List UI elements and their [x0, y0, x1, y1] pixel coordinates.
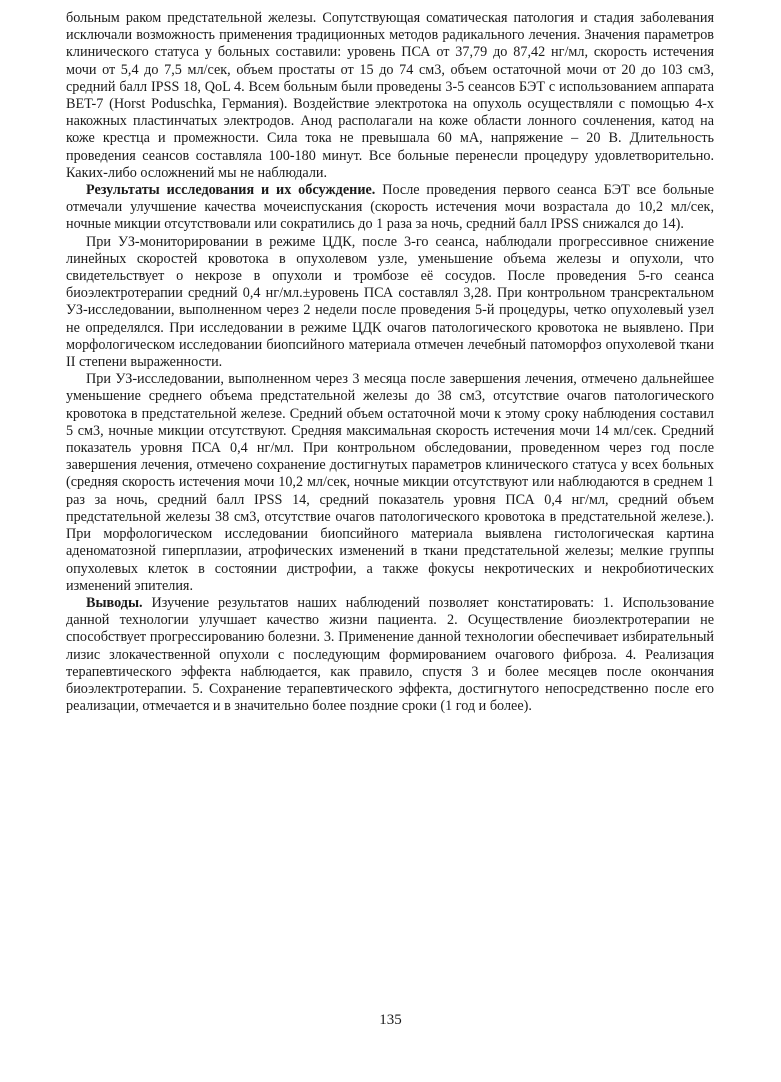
paragraph-conclusions — [66, 595, 714, 715]
paragraph-uz-3-months-text: При УЗ-исследовании, выполненном через 3 месяца после завершения лечения, отмечено дальнейшее уменьшение среднего объема предстательной железы до 38 см3, отсутствие очагов патологического кровотока в предстательной железе. Средний объем остаточной мочи к этому сроку наблюдения составил 5 см3, ночные микции отсутствуют. Средняя максимальная скорость истечения мочи 14 мл/сек. Средний показатель уровня ПСА 0,4 нг/мл. При контрольном обследовании, проведенном через год после завершения лечения, отмечено сохранение достигнутых параметров клинического статуса у всех больных (средняя скорость истечения мочи 10,2 мл/сек, ночные микции отсутствуют или наблюдаются в среднем 1 раз за ночь, средний балл IPSS 14, средний показатель уровня ПСА 0,4 нг/мл, средний объем предстательной железы 38 см3, отсутствие очагов патологического кровотока в предстательной железе.). При морфологическом исследовании биопсийного материала выявлена гистологическая картина аденоматозной гиперплазии, атрофических изменений в ткани предстательной железы; мелкие группы опухолевых клеток в состоянии дистрофии, а также фокусы некротических и некробиотических изменений эпителия. — [66, 371, 714, 594]
paragraph-intro — [66, 10, 714, 182]
results-heading: Результаты исследования и их обсуждение. — [86, 182, 376, 199]
paragraph-conclusions-text: Изучение результатов наших наблюдений позволяет констатировать: 1. Использование данной технологии улучшает качество жизни пациента. 2. Осуществление биоэлектротерапии не способствует прогрессированию болезни. 3. Применение данной технологии обеспечивает избирательный лизис злокачественной опухоли с последующим формированием очагового фиброза. 4. Реализация терапевтического эффекта наблюдается, как правило, спустя 3 и более месяцев после окончания биоэлектротерапии. 5. Сохранение терапевтического эффекта, достигнутого непосредственно после его реализации, отмечается и в значительно более поздние сроки (1 год и более). — [66, 594, 714, 715]
page-number: 135 — [379, 1012, 402, 1028]
paragraph-uz-3-months — [66, 371, 714, 595]
document-page — [66, 10, 714, 715]
conclusions-heading: Выводы. — [86, 594, 143, 611]
paragraph-results — [66, 182, 714, 234]
paragraph-intro-text: больным раком предстательной железы. Сопутствующая соматическая патология и стадия заболевания исключали возможность применения традиционных методов радикального лечения. Значения параметров клинического статуса у больных составили: уровень ПСА от 37,79 до 87,42 нг/мл, скорость истечения мочи от 5,4 до 7,5 мл/сек, объем простаты от 15 до 74 см3, объем остаточной мочи от 20 до 103 см3, средний балл IPSS 18, QoL 4. Всем больным были проведены 3-5 сеансов БЭТ с использованием аппарата BET-7 (Horst Poduschka, Германия). Воздействие электротока на опухоль осуществляли с помощью 4-х накожных пластинчатых электродов. Анод располагали на коже области лонного сочленения, катод на коже крестца и промежности. Сила тока не превышала 60 мА, напряжение – 20 В. Длительность проведения сеансов составляла 100-180 минут. Все больные перенесли процедуру удовлетворительно. Каких-либо осложнений мы не наблюдали. — [66, 10, 714, 181]
paragraph-results-text: После проведения первого сеанса БЭТ все больные отмечали улучшение качества мочеиспускания (скорость истечения мочи возрастала до 10,2 мл/сек, ночные микции отсутствовали или сократились до 1 раза за ночь, средний балл IPSS снижался до 14). — [66, 182, 714, 233]
paragraph-uz-monitoring — [66, 234, 714, 372]
paragraph-uz-monitoring-text: При УЗ-мониторировании в режиме ЦДК, после 3-го сеанса, наблюдали прогрессивное снижение линейных скоростей кровотока в опухолевом узле, уменьшение объема железы и опухоли, что свидетельствует о некрозе в опухоли и тромбозе её сосудов. После проведения 5-го сеанса биоэлектротерапии средний 0,4 нг/мл.±уровень ПСА составлял 3,28. При контрольном трансректальном УЗ-исследовании, выполненном через 2 недели после проведения 5-й процедуры, четко опухолевый узел не определялся. При исследовании в режиме ЦДК очагов патологического кровотока не выявлено. При морфологическом исследовании биопсийного материала отмечен лечебный патоморфоз опухолевой ткани II степени выраженности. — [66, 233, 714, 371]
